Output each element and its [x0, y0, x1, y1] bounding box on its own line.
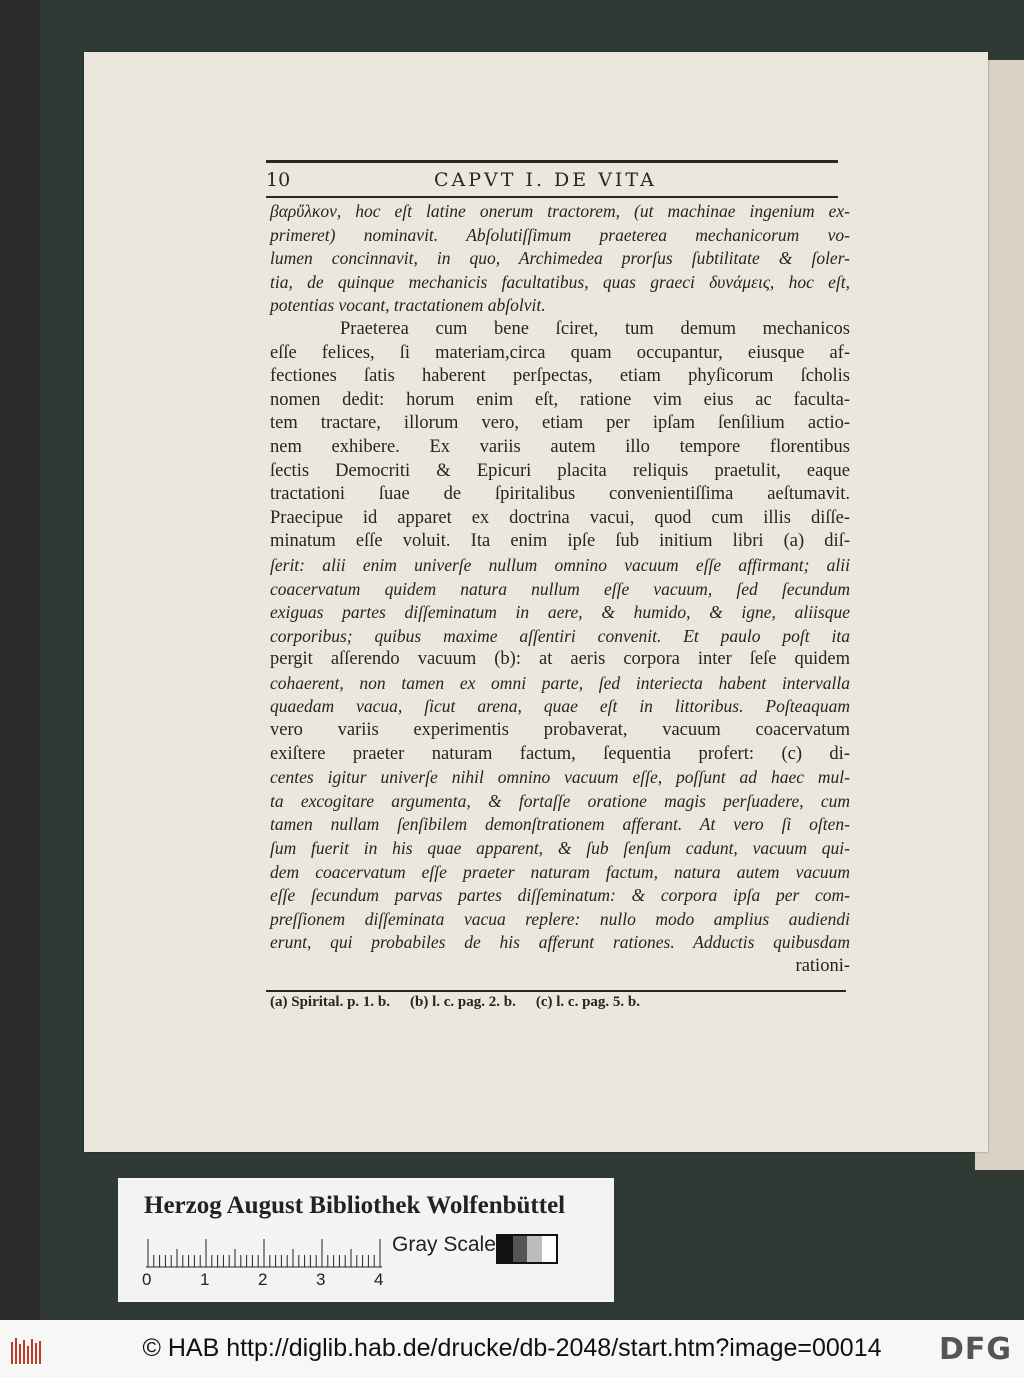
copyright-link[interactable]: © HAB http://diglib.hab.de/drucke/db-2048/start.htm?image=00014	[142, 1334, 882, 1362]
footer-bar	[0, 1320, 1024, 1377]
header-underline	[266, 196, 838, 198]
text-line: lumen concinnavit, in quo, Archimedea prorſus ſubtilitate & ſoler-	[270, 248, 850, 269]
gray-swatch	[513, 1236, 528, 1262]
text-line: tractationi ſuae de ſpiritalibus convenientiſſima aeſtumavit.	[270, 484, 850, 505]
page-number: 10	[266, 169, 291, 191]
footnote: (b) l. c. pag. 2. b.	[410, 994, 516, 1010]
footnote: (c) l. c. pag. 5. b.	[535, 994, 641, 1010]
text-line: exiguas partes diſſeminatum in aere, & humido, & igne, aliisque	[270, 602, 850, 623]
ruler-label: 1	[200, 1270, 210, 1289]
ruler-scale	[146, 1238, 382, 1268]
footnote-rule	[266, 990, 846, 992]
text-line: dem coacervatum eſſe praeter naturam factum, natura autem vacuum	[270, 861, 850, 882]
text-line: nomen dedit: horum enim eſt, ratione vim eius ac faculta-	[270, 389, 850, 410]
library-color-card	[118, 1178, 614, 1302]
text-line: preſſionem diſſeminata vacua replere: nullo modo amplius audiendi	[270, 908, 850, 929]
text-line: potentias vocant, tractationem abſolvit.	[270, 295, 546, 316]
text-line: quaedam vacua, ſicut arena, quae eſt in littoribus. Poſteaquam	[270, 696, 850, 717]
text-line: centes igitur univerſe nihil omnino vacuum eſſe, poſſunt ad haec mul-	[270, 767, 850, 788]
catchword: rationi-	[795, 956, 850, 976]
text-line: ſerit: alii enim univerſe nullum omnino vacuum eſſe affirmant; alii	[270, 554, 850, 575]
text-line: minatum eſſe voluit. Ita enim ipſe ſub initium libri (a) diſ-	[270, 531, 850, 552]
gray-scale-label: Gray Scale	[392, 1233, 496, 1256]
text-line: Praeterea cum bene ſciret, tum demum mechanicos	[340, 318, 850, 339]
gray-swatch	[498, 1236, 513, 1262]
text-line: tem tractare, illorum vero, etiam per ipſam ſenſilium actio-	[270, 413, 850, 434]
gray-scale-strip	[496, 1234, 558, 1264]
text-line: cohaerent, non tamen ex omni parte, ſed interiecta habent intervalla	[270, 672, 850, 693]
library-name: Herzog August Bibliothek Wolfenbüttel	[144, 1192, 566, 1219]
footnotes	[270, 994, 850, 1011]
body-text	[270, 200, 850, 979]
ruler-label: 3	[316, 1270, 326, 1289]
footnote: (a) Spirital. p. 1. b.	[270, 994, 391, 1010]
text-line: corporibus; quibus maxime aſſentiri convenit. Et paulo poſt ita	[270, 625, 850, 646]
text-line: ta excogitare argumenta, & fortaſſe oratione magis perſuadere, cum	[270, 790, 850, 811]
running-head	[266, 169, 838, 197]
gray-swatch	[527, 1236, 542, 1262]
text-line: exiſtere praeter naturam factum, ſequentia profert: (c) di-	[270, 743, 850, 764]
text-line: pergit aſſerendo vacuum (b): at aeris corpora inter ſeſe quidem	[270, 649, 850, 670]
text-line: fectiones ſatis haberent perſpectas, etiam phyſicorum ſcholis	[270, 366, 850, 387]
dfg-logo: DFG	[938, 1332, 1012, 1367]
text-line: Praecipue id apparet ex doctrina vacui, quod cum illis diſſe-	[270, 507, 850, 528]
gray-swatch	[542, 1236, 557, 1262]
text-line: erunt, qui probabiles de his afferunt rationes. Adductis quibusdam	[270, 932, 850, 953]
header-rule	[266, 160, 838, 163]
text-line: tia, de quinque mechanicis facultatibus, quas graeci δυνάμεις, hoc eſt,	[270, 271, 850, 292]
text-line: eſſe felices, ſi materiam,circa quam occupantur, eiusque af-	[270, 342, 850, 363]
ruler-label: 4	[374, 1270, 384, 1289]
text-line: ſum fuerit in his quae apparent, & ſub ſenſum cadunt, vacuum qui-	[270, 838, 850, 859]
text-line: vero variis experimentis probaverat, vacuum coacervatum	[270, 720, 850, 741]
ruler-label: 2	[258, 1270, 268, 1289]
text-line: primeret) nominavit. Abſolutiſſimum praeterea mechanicorum vo-	[270, 224, 850, 245]
text-line: tamen nullam ſenſibilem demonſtrationem afferant. At vero ſi oſten-	[270, 814, 850, 835]
ruler-label: 0	[142, 1270, 152, 1289]
text-line: ſectis Democriti & Epicuri placita reliquis praetulit, eaque	[270, 460, 850, 481]
text-line: βαρὔλκον, hoc eſt latine onerum tractorem, (ut machinae ingenium ex-	[270, 201, 850, 221]
text-line: eſſe ſecundum parvas partes diſſeminatum: & corpora ipſa per com-	[270, 885, 850, 906]
text-line: coacervatum quidem natura nullum eſſe vacuum, ſed ſecundum	[270, 578, 850, 599]
text-line: nem exhibere. Ex variis autem illo tempore florentibus	[270, 436, 850, 457]
running-head-title: CAPVT I. DE VITA	[434, 169, 657, 191]
